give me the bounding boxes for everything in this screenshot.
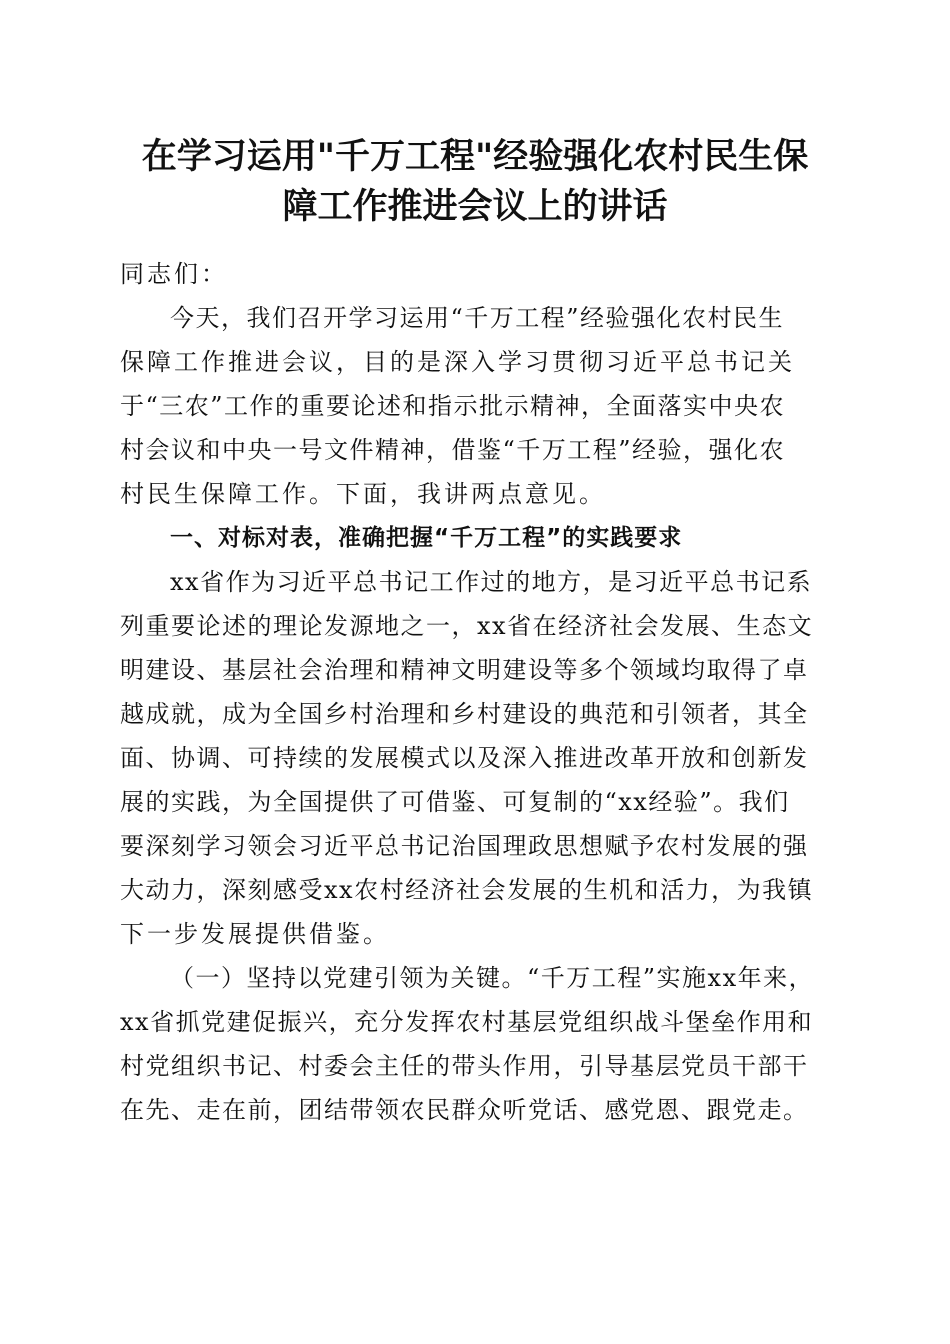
paragraph-line: 下一步发展提供借鉴。 — [120, 920, 390, 948]
paragraph-line: 越成就，成为全国乡村治理和乡村建设的典范和引领者，其全 — [120, 700, 809, 728]
paragraph-line: xx省抓党建促振兴，充分发挥农村基层党组织战斗堡垒作用和 — [120, 1008, 814, 1036]
paragraph-line: 列重要论述的理论发源地之一，xx省在经济社会发展、生态文 — [120, 612, 814, 640]
page-title — [100, 132, 850, 232]
paragraph-line: 村会议和中央一号文件精神，借鉴“千万工程”经验，强化农 — [120, 436, 786, 464]
paragraph-line: 村民生保障工作。下面，我讲两点意见。 — [120, 480, 606, 508]
document-body — [120, 252, 830, 1132]
title-line-1: 在学习运用"千万工程"经验强化农村民生保 — [141, 137, 809, 177]
paragraph-line: 今天，我们召开学习运用“千万工程”经验强化农村民生 — [170, 304, 785, 332]
paragraph-line: 面、协调、可持续的发展模式以及深入推进改革开放和创新发 — [120, 744, 809, 772]
paragraph-line: 展的实践，为全国提供了可借鉴、可复制的“xx经验”。我们 — [120, 788, 790, 816]
paragraph-line: 在先、走在前，团结带领农民群众听党话、感党恩、跟党走。 — [120, 1096, 809, 1124]
paragraph-line: 明建设、基层社会治理和精神文明建设等多个领域均取得了卓 — [120, 656, 809, 684]
paragraph-line: 要深刻学习领会习近平总书记治国理政思想赋予农村发展的强 — [120, 832, 809, 860]
title-line-2: 障工作推进会议上的讲话 — [282, 187, 668, 227]
paragraph-line: 于“三农”工作的重要论述和指示批示精神，全面落实中央农 — [120, 392, 786, 420]
paragraph-line: xx省作为习近平总书记工作过的地方，是习近平总书记系 — [170, 568, 813, 596]
section-heading: 一、对标对表，准确把握“千万工程”的实践要求 — [170, 525, 683, 551]
salutation: 同志们： — [120, 260, 228, 288]
paragraph-line: 保障工作推进会议，目的是深入学习贯彻习近平总书记关 — [120, 348, 795, 376]
paragraph-line: 村党组织书记、村委会主任的带头作用，引导基层党员干部干 — [120, 1052, 809, 1080]
paragraph-line: 大动力，深刻感受xx农村经济社会发展的生机和活力，为我镇 — [120, 876, 814, 904]
paragraph-line: （一）坚持以党建引领为关键。“千万工程”实施xx年来， — [170, 964, 815, 992]
